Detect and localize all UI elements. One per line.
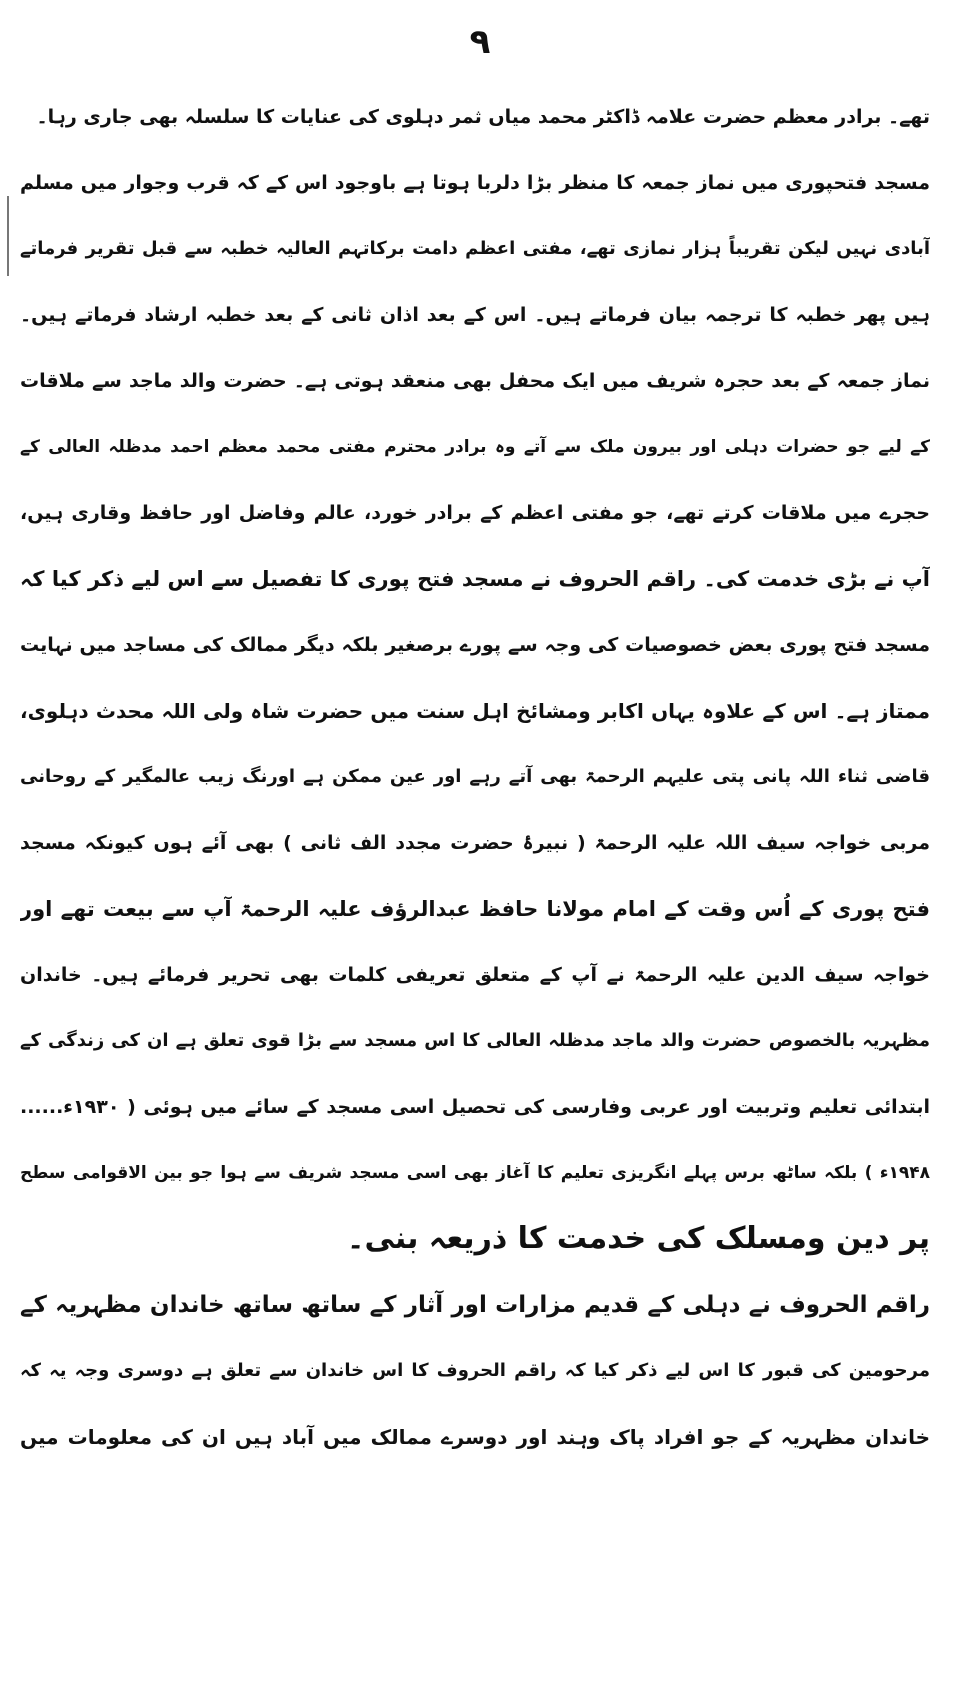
- text-line: مسجد فتح پوری بعض خصوصیات کی وجہ سے پورے برصغیر بلکہ دیگر ممالک کی مساجد میں نہایت: [20, 634, 930, 656]
- text-line: ۱۹۴۸ء ) بلکہ ساٹھ برس پہلے انگریزی تعلیم کا آغاز بھی اسی مسجد شریف سے ہوا جو بین الاقوامی سطح: [20, 1163, 930, 1183]
- text-line: فتح پوری کے اُس وقت کے امام مولانا حافظ عبدالرؤف علیہ الرحمۃ آپ سے بیعت تھے اور: [20, 897, 930, 921]
- text-line: تھے۔ برادر معظم حضرت علامہ ڈاکٹر محمد میاں ثمر دہلوی کی عنایات کا سلسلہ بھی جاری رہا۔: [36, 106, 930, 128]
- text-line: آپ نے بڑی خدمت کی۔ راقم الحروف نے مسجد فتح پوری کا تفصیل سے اس لیے ذکر کیا کہ: [20, 567, 930, 591]
- text-line: حجرے میں ملاقات کرتے تھے، جو مفتی اعظم کے برادر خورد، عالم وفاضل اور حافظ وقاری ہیں،: [20, 502, 930, 524]
- text-line: قاضی ثناء اللہ پانی پتی علیہم الرحمۃ بھی آتے رہے اور عین ممکن ہے اورنگ زیب عالمگیر کے روحانی: [20, 766, 930, 787]
- text-line: ممتاز ہے۔ اس کے علاوہ یہاں اکابر ومشائخ اہل سنت میں حضرت شاہ ولی اللہ محدث دہلوی،: [20, 699, 930, 723]
- margin-mark: [7, 196, 9, 276]
- text-line: پر دین ومسلک کی خدمت کا ذریعہ بنی۔: [346, 1221, 930, 1256]
- text-line: مرحومین کی قبور کا اس لیے ذکر کیا کہ راقم الحروف کا اس خاندان سے تعلق ہے دوسری وجہ یہ کہ: [20, 1360, 930, 1381]
- page-number: ۹: [469, 22, 491, 62]
- text-line: آبادی نہیں لیکن تقریباً ہزار نمازی تھے، مفتی اعظم دامت برکاتہم العالیہ خطبہ سے قبل تقریر فرماتے: [20, 238, 930, 259]
- text-line: نماز جمعہ کے بعد حجرہ شریف میں ایک محفل بھی منعقد ہوتی ہے۔ حضرت والد ماجد سے ملاقات: [20, 370, 930, 392]
- text-line: کے لیے جو حضرات دہلی اور بیرون ملک سے آتے وہ برادر محترم مفتی محمد معظم احمد مدظلہ العالی کے: [20, 437, 930, 457]
- text-line: ہیں پھر خطبہ کا ترجمہ بیان فرماتے ہیں۔ اس کے بعد اذان ثانی کے بعد خطبہ ارشاد فرماتے ہیں۔: [20, 304, 930, 326]
- text-line: خاندان مظہریہ کے جو افراد پاک وہند اور دوسرے ممالک میں آباد ہیں ان کی معلومات میں: [20, 1425, 930, 1449]
- text-line: مظہریہ بالخصوص حضرت والد ماجد مدظلہ العالی کا اس مسجد سے بڑا قوی تعلق ہے ان کی زندگی کے: [20, 1030, 930, 1051]
- text-line: ابتدائی تعلیم وتربیت اور عربی وفارسی کی تحصیل اسی مسجد کے سائے میں ہوئی ( ۱۹۳۰ء......: [20, 1096, 930, 1118]
- text-line: راقم الحروف نے دہلی کے قدیم مزارات اور آثار کے ساتھ ساتھ خاندان مظہریہ کے: [20, 1292, 930, 1318]
- text-line: مسجد فتحپوری میں نماز جمعہ کا منظر بڑا دلربا ہوتا ہے باوجود اس کے کہ قرب وجوار میں مسلم: [20, 172, 930, 194]
- text-line: مربی خواجہ سیف اللہ علیہ الرحمۃ ( نبیرۂ حضرت مجدد الف ثانی ) بھی آئے ہوں کیونکہ مسجد: [20, 832, 930, 854]
- text-line: خواجہ سیف الدین علیہ الرحمۃ نے آپ کے متعلق تعریفی کلمات بھی تحریر فرمائے ہیں۔ خاندان: [20, 964, 930, 986]
- text-body: [20, 84, 930, 1470]
